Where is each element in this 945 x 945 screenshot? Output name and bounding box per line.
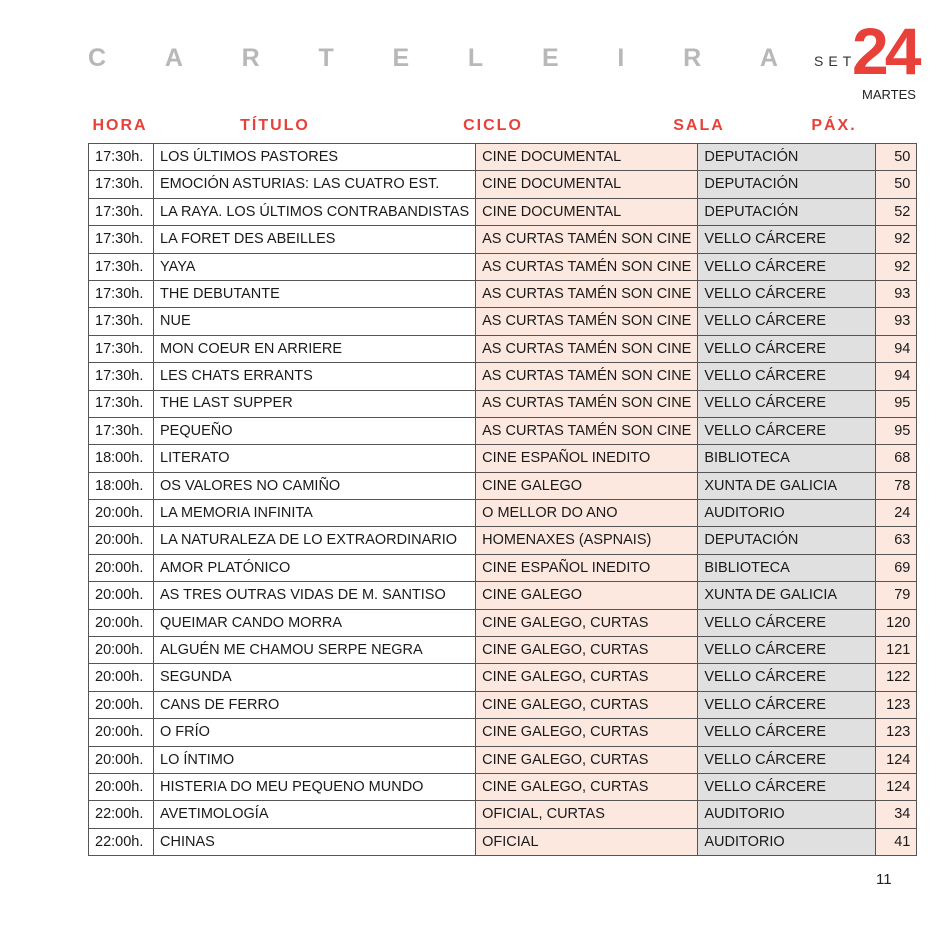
title-letter: C — [88, 44, 107, 72]
cell-hora: 20:00h. — [89, 500, 154, 527]
cell-titulo: AS TRES OUTRAS VIDAS DE M. SANTISO — [154, 582, 476, 609]
cell-hora: 20:00h. — [89, 664, 154, 691]
cell-pax: 95 — [876, 390, 917, 417]
cell-hora: 17:30h. — [89, 198, 154, 225]
table-row — [89, 253, 917, 280]
cell-ciclo: CINE GALEGO, CURTAS — [476, 609, 698, 636]
title-letter: I — [617, 44, 625, 72]
title-letter: L — [467, 44, 484, 72]
cell-pax: 93 — [876, 308, 917, 335]
cell-sala: VELLO CÁRCERE — [698, 363, 876, 390]
table-row — [89, 637, 917, 664]
cell-sala: AUDITORIO — [698, 801, 876, 828]
date-month: SET — [814, 53, 857, 69]
cell-ciclo: AS CURTAS TAMÉN SON CINE — [476, 280, 698, 307]
table-row — [89, 198, 917, 225]
cell-titulo: THE DEBUTANTE — [154, 280, 476, 307]
cell-hora: 17:30h. — [89, 417, 154, 444]
cell-sala: VELLO CÁRCERE — [698, 253, 876, 280]
cell-ciclo: OFICIAL — [476, 828, 698, 855]
cell-pax: 92 — [876, 226, 917, 253]
cell-hora: 17:30h. — [89, 308, 154, 335]
cell-sala: VELLO CÁRCERE — [698, 335, 876, 362]
cell-sala: DEPUTACIÓN — [698, 527, 876, 554]
cell-pax: 52 — [876, 198, 917, 225]
cell-titulo: LES CHATS ERRANTS — [154, 363, 476, 390]
table-row — [89, 527, 917, 554]
cell-hora: 17:30h. — [89, 253, 154, 280]
cell-ciclo: CINE GALEGO — [476, 472, 698, 499]
table-row — [89, 801, 917, 828]
cell-pax: 120 — [876, 609, 917, 636]
cell-pax: 93 — [876, 280, 917, 307]
cell-sala: BIBLIOTECA — [698, 554, 876, 581]
cell-hora: 17:30h. — [89, 144, 154, 171]
page-title — [88, 44, 778, 73]
cell-ciclo: CINE GALEGO, CURTAS — [476, 691, 698, 718]
cell-titulo: LA RAYA. LOS ÚLTIMOS CONTRABANDISTAS — [154, 198, 476, 225]
cell-titulo: ALGUÉN ME CHAMOU SERPE NEGRA — [154, 637, 476, 664]
table-row — [89, 500, 917, 527]
cell-ciclo: CINE ESPAÑOL INEDITO — [476, 554, 698, 581]
cell-hora: 17:30h. — [89, 390, 154, 417]
cell-ciclo: HOMENAXES (ASPNAIS) — [476, 527, 698, 554]
table-row — [89, 390, 917, 417]
cell-titulo: EMOCIÓN ASTURIAS: LAS CUATRO EST. — [154, 171, 476, 198]
page-number: 11 — [876, 871, 892, 888]
title-letter: E — [541, 44, 559, 72]
table-row — [89, 664, 917, 691]
table-row — [89, 746, 917, 773]
cell-pax: 92 — [876, 253, 917, 280]
cell-hora: 17:30h. — [89, 226, 154, 253]
table-row — [89, 445, 917, 472]
cell-titulo: HISTERIA DO MEU PEQUENO MUNDO — [154, 773, 476, 800]
cell-sala: VELLO CÁRCERE — [698, 226, 876, 253]
table-row — [89, 691, 917, 718]
cell-titulo: LITERATO — [154, 445, 476, 472]
cell-hora: 17:30h. — [89, 363, 154, 390]
cell-sala: XUNTA DE GALICIA — [698, 582, 876, 609]
cell-titulo: AMOR PLATÓNICO — [154, 554, 476, 581]
cell-titulo: LA NATURALEZA DE LO EXTRAORDINARIO — [154, 527, 476, 554]
cell-sala: VELLO CÁRCERE — [698, 609, 876, 636]
cell-pax: 34 — [876, 801, 917, 828]
cell-hora: 20:00h. — [89, 527, 154, 554]
cell-hora: 20:00h. — [89, 746, 154, 773]
cell-hora: 20:00h. — [89, 691, 154, 718]
cell-ciclo: AS CURTAS TAMÉN SON CINE — [476, 417, 698, 444]
title-letter: R — [241, 44, 260, 72]
cell-ciclo: AS CURTAS TAMÉN SON CINE — [476, 390, 698, 417]
table-row — [89, 335, 917, 362]
title-letter: A — [759, 44, 778, 72]
table-row — [89, 363, 917, 390]
cell-titulo: O FRÍO — [154, 719, 476, 746]
cell-hora: 22:00h. — [89, 828, 154, 855]
title-letter: T — [318, 44, 334, 72]
cell-sala: BIBLIOTECA — [698, 445, 876, 472]
cell-titulo: OS VALORES NO CAMIÑO — [154, 472, 476, 499]
cell-sala: VELLO CÁRCERE — [698, 664, 876, 691]
cell-hora: 20:00h. — [89, 582, 154, 609]
cell-sala: VELLO CÁRCERE — [698, 280, 876, 307]
cell-hora: 20:00h. — [89, 609, 154, 636]
title-letter: E — [392, 44, 410, 72]
cell-pax: 50 — [876, 144, 917, 171]
cell-sala: VELLO CÁRCERE — [698, 390, 876, 417]
cell-pax: 24 — [876, 500, 917, 527]
cell-pax: 41 — [876, 828, 917, 855]
cell-ciclo: AS CURTAS TAMÉN SON CINE — [476, 335, 698, 362]
cell-ciclo: AS CURTAS TAMÉN SON CINE — [476, 308, 698, 335]
column-header-sala: SALA — [673, 117, 725, 134]
date-day: 24 — [852, 14, 918, 88]
cell-ciclo: CINE DOCUMENTAL — [476, 171, 698, 198]
cell-titulo: MON COEUR EN ARRIERE — [154, 335, 476, 362]
cell-sala: VELLO CÁRCERE — [698, 308, 876, 335]
cell-titulo: SEGUNDA — [154, 664, 476, 691]
cell-sala: VELLO CÁRCERE — [698, 417, 876, 444]
table-row — [89, 280, 917, 307]
cell-pax: 94 — [876, 335, 917, 362]
cell-pax: 122 — [876, 664, 917, 691]
table-row — [89, 226, 917, 253]
cell-ciclo: OFICIAL, CURTAS — [476, 801, 698, 828]
cell-titulo: YAYA — [154, 253, 476, 280]
cell-ciclo: CINE DOCUMENTAL — [476, 144, 698, 171]
cell-sala: VELLO CÁRCERE — [698, 719, 876, 746]
table-row — [89, 171, 917, 198]
cell-pax: 124 — [876, 746, 917, 773]
cell-sala: DEPUTACIÓN — [698, 198, 876, 225]
table-row — [89, 828, 917, 855]
cell-ciclo: O MELLOR DO ANO — [476, 500, 698, 527]
cell-ciclo: CINE DOCUMENTAL — [476, 198, 698, 225]
date-weekday: MARTES — [862, 87, 916, 102]
column-header-ciclo: CICLO — [463, 117, 523, 134]
cell-titulo: NUE — [154, 308, 476, 335]
cell-titulo: LA FORET DES ABEILLES — [154, 226, 476, 253]
cell-titulo: CANS DE FERRO — [154, 691, 476, 718]
cell-sala: AUDITORIO — [698, 500, 876, 527]
cell-pax: 79 — [876, 582, 917, 609]
cell-hora: 18:00h. — [89, 472, 154, 499]
cell-sala: VELLO CÁRCERE — [698, 637, 876, 664]
table-row — [89, 554, 917, 581]
cell-ciclo: CINE GALEGO, CURTAS — [476, 773, 698, 800]
column-header-pax: PÁX. — [811, 117, 857, 134]
cell-hora: 18:00h. — [89, 445, 154, 472]
column-header-hora: HORA — [92, 117, 148, 134]
cell-hora: 17:30h. — [89, 335, 154, 362]
cell-sala: DEPUTACIÓN — [698, 144, 876, 171]
cell-titulo: PEQUEÑO — [154, 417, 476, 444]
cell-pax: 94 — [876, 363, 917, 390]
cell-titulo: LO ÍNTIMO — [154, 746, 476, 773]
table-row — [89, 144, 917, 171]
cell-titulo: LA MEMORIA INFINITA — [154, 500, 476, 527]
table-row — [89, 472, 917, 499]
cell-pax: 123 — [876, 691, 917, 718]
cell-sala: VELLO CÁRCERE — [698, 746, 876, 773]
cell-hora: 22:00h. — [89, 801, 154, 828]
cell-pax: 95 — [876, 417, 917, 444]
cell-hora: 17:30h. — [89, 280, 154, 307]
cell-ciclo: AS CURTAS TAMÉN SON CINE — [476, 226, 698, 253]
cell-pax: 50 — [876, 171, 917, 198]
cell-hora: 20:00h. — [89, 719, 154, 746]
cell-ciclo: CINE GALEGO, CURTAS — [476, 746, 698, 773]
cell-pax: 78 — [876, 472, 917, 499]
cell-hora: 17:30h. — [89, 171, 154, 198]
cell-titulo: QUEIMAR CANDO MORRA — [154, 609, 476, 636]
cell-ciclo: CINE GALEGO — [476, 582, 698, 609]
cell-sala: DEPUTACIÓN — [698, 171, 876, 198]
cell-pax: 63 — [876, 527, 917, 554]
cell-hora: 20:00h. — [89, 773, 154, 800]
cell-sala: AUDITORIO — [698, 828, 876, 855]
table-row — [89, 609, 917, 636]
title-letter: A — [164, 44, 183, 72]
cell-hora: 20:00h. — [89, 554, 154, 581]
table-row — [89, 773, 917, 800]
cell-ciclo: AS CURTAS TAMÉN SON CINE — [476, 363, 698, 390]
cell-titulo: AVETIMOLOGÍA — [154, 801, 476, 828]
cell-sala: XUNTA DE GALICIA — [698, 472, 876, 499]
cell-pax: 68 — [876, 445, 917, 472]
cell-ciclo: CINE GALEGO, CURTAS — [476, 664, 698, 691]
cell-hora: 20:00h. — [89, 637, 154, 664]
table-row — [89, 719, 917, 746]
cell-pax: 69 — [876, 554, 917, 581]
cell-titulo: THE LAST SUPPER — [154, 390, 476, 417]
cell-ciclo: CINE GALEGO, CURTAS — [476, 637, 698, 664]
cell-titulo: CHINAS — [154, 828, 476, 855]
cell-sala: VELLO CÁRCERE — [698, 773, 876, 800]
cell-pax: 121 — [876, 637, 917, 664]
table-row — [89, 417, 917, 444]
cell-pax: 124 — [876, 773, 917, 800]
column-header-titulo: TÍTULO — [240, 117, 310, 134]
cell-ciclo: CINE GALEGO, CURTAS — [476, 719, 698, 746]
title-letter: R — [683, 44, 702, 72]
table-row — [89, 582, 917, 609]
table-row — [89, 308, 917, 335]
cell-titulo: LOS ÚLTIMOS PASTORES — [154, 144, 476, 171]
schedule-table-body — [89, 144, 917, 856]
schedule-table — [88, 143, 917, 856]
cell-ciclo: AS CURTAS TAMÉN SON CINE — [476, 253, 698, 280]
cell-pax: 123 — [876, 719, 917, 746]
cell-ciclo: CINE ESPAÑOL INEDITO — [476, 445, 698, 472]
cell-sala: VELLO CÁRCERE — [698, 691, 876, 718]
